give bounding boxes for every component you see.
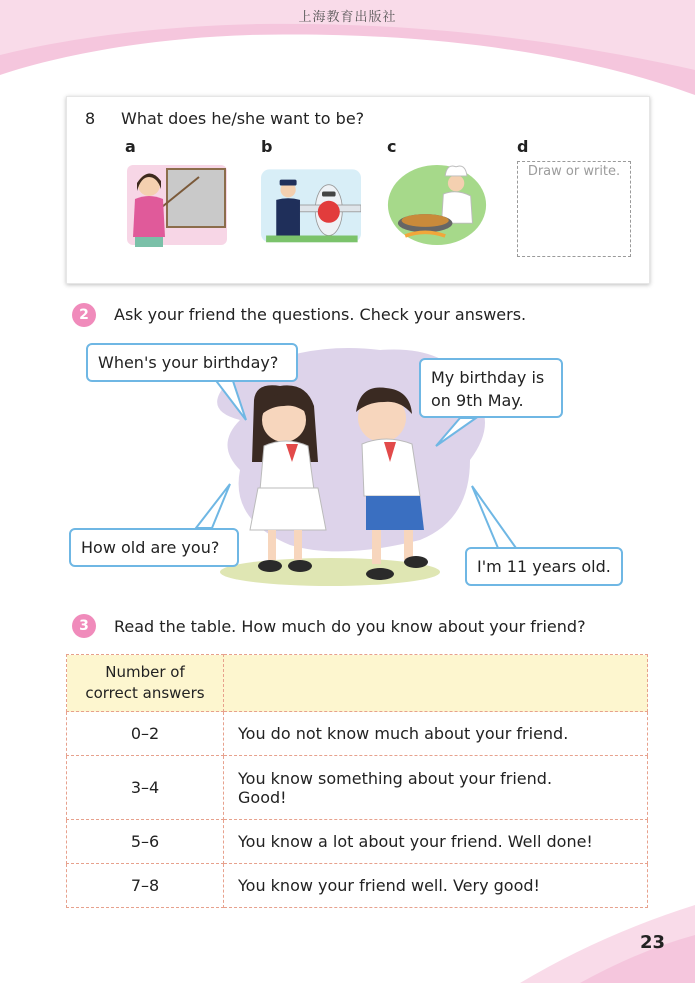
range-cell: 0–2 xyxy=(67,712,224,756)
comment-line1: You do not know much about your friend. xyxy=(238,724,569,743)
task-2-instruction: Ask your friend the questions. Check your answers. xyxy=(114,305,527,324)
bubble-text: How old are you? xyxy=(81,538,220,557)
bubble-text-line1: My birthday is xyxy=(431,368,545,387)
option-d-letter: d xyxy=(517,137,529,156)
range-cell: 7–8 xyxy=(67,864,224,908)
header-line1: Number of xyxy=(105,663,185,681)
option-c-letter: c xyxy=(387,137,397,156)
comment-line2: Good! xyxy=(238,787,287,807)
bubble-text-line2: on 9th May. xyxy=(431,391,524,410)
option-b-letter: b xyxy=(261,137,273,156)
comment-line1: You know your friend well. Very good! xyxy=(238,876,540,895)
question-text: What does he/she want to be? xyxy=(121,109,365,128)
page-number: 23 xyxy=(640,932,666,953)
option-a-letter: a xyxy=(125,137,136,156)
task-2-badge: 2 xyxy=(72,303,96,327)
publisher-name: 上海教育出版社 xyxy=(298,10,397,25)
comment-line1: You know something about your friend. xyxy=(238,768,553,788)
range-cell: 3–4 xyxy=(67,756,224,820)
bubble-text: I'm 11 years old. xyxy=(477,557,611,576)
question-number: 8 xyxy=(85,109,96,128)
header-line2: correct answers xyxy=(85,684,205,702)
task-3-badge: 3 xyxy=(72,614,96,638)
bubble-text: When's your birthday? xyxy=(98,353,279,372)
task-3-instruction: Read the table. How much do you know about your friend? xyxy=(114,617,586,636)
draw-hint: Draw or write. xyxy=(527,164,621,179)
range-cell: 5–6 xyxy=(67,820,224,864)
comment-line1: You know a lot about your friend. Well done! xyxy=(238,832,593,851)
